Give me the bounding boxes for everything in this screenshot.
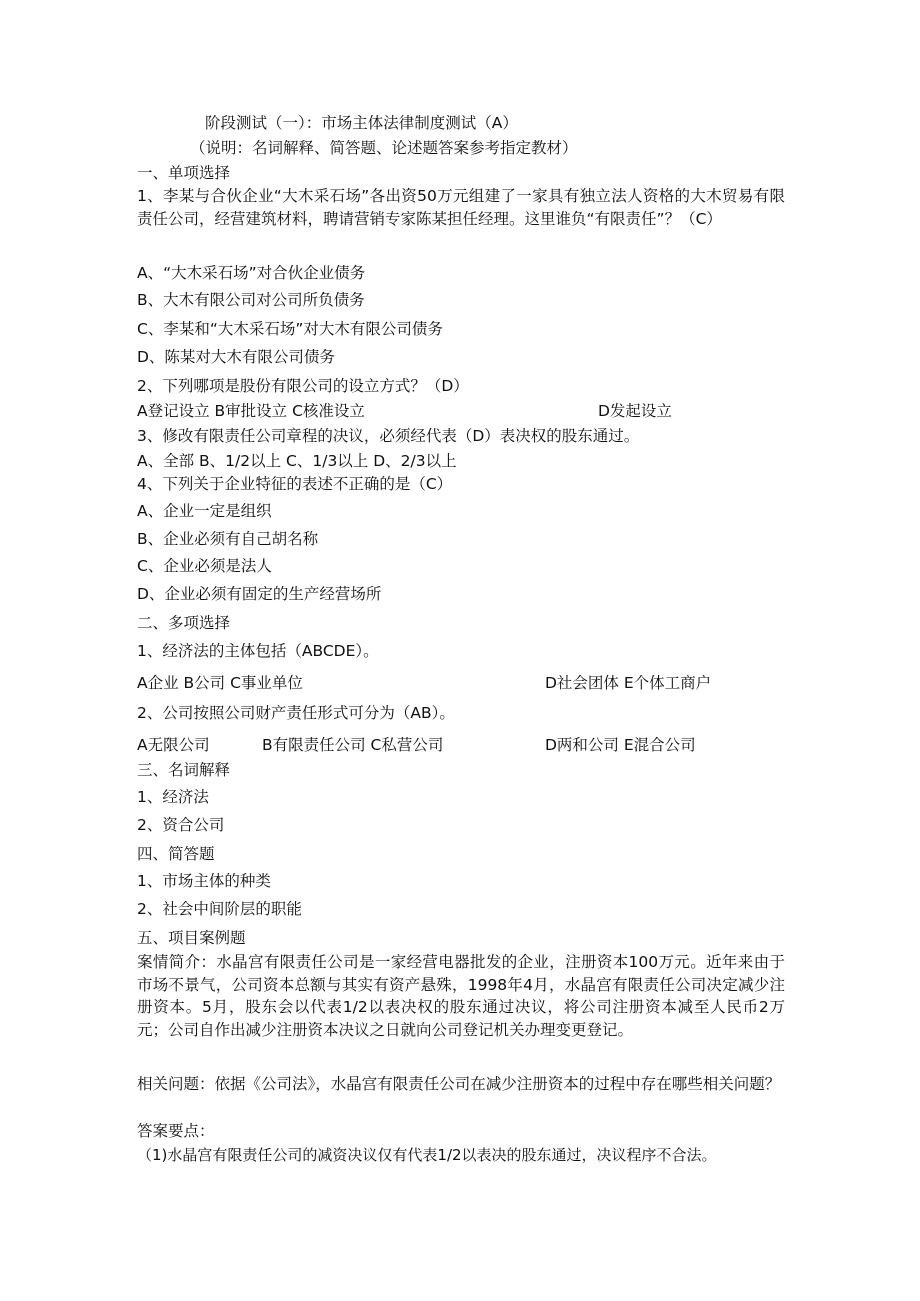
question-2-2: 2、公司按照公司财产责任形式可分为（AB）。 [137,704,455,722]
q2-2-option-b: B有限责任公司 C私营公司 [262,736,444,754]
question-1-4: 4、下列关于企业特征的表述不正确的是（C） [137,475,453,493]
q4-option-c: C、企业必须是法人 [137,557,272,575]
q4-option-d: D、企业必须有固定的生产经营场所 [137,585,382,603]
question-2-1: 1、经济法的主体包括（ABCDE）。 [137,642,379,660]
q2-2-option-d: D两和公司 E混合公司 [545,736,696,754]
q1-option-d: D、陈某对大木有限公司债务 [137,348,335,366]
q2-1-options-right: D社会团体 E个体工商户 [545,674,712,692]
q4-option-b: B、企业必须有自己胡名称 [137,530,319,548]
document-title: 阶段测试（一）：市场主体法律制度测试（A） [205,114,518,132]
answer-point-1: （1)水晶宫有限责任公司的减资决议仅有代表1/2以表决的股东通过，决议程序不合法。 [137,1146,717,1164]
answer-label: 答案要点： [137,1122,215,1140]
q2-1-options-left: A企业 B公司 C事业单位 [137,674,303,692]
short-answer-item-2: 2、社会中间阶层的职能 [137,900,302,918]
case-question: 相关问题：依据《公司法》，水晶宫有限责任公司在减少注册资本的过程中存在哪些相关问题？ [137,1075,781,1093]
section-heading-single-choice: 一、单项选择 [137,164,231,182]
term-item-1: 1、经济法 [137,788,209,806]
term-item-2: 2、资合公司 [137,816,225,834]
q1-option-c: C、李某和“大木采石场”对大木有限公司债务 [137,320,443,338]
case-description: 案情简介：水晶宫有限责任公司是一家经营电器批发的企业，注册资本100万元。近年来由于市场不景气，公司资本总额与其实有资产悬殊，1998年4月，水晶宫有限责任公司决定减少注册资本。5月，股东会以代表1/2以表决权的股东通过决议，将公司注册资本减至人民币2万元；公司自作出减少注册资本决议之日就向公司登记机关办理变更登记。 [137,953,785,1039]
q1-option-a: A、“大木采石场”对合伙企业债务 [137,264,366,282]
q3-options: A、全部 B、1/2以上 C、1/3以上 D、2/3以上 [137,452,457,470]
question-1-3: 3、修改有限责任公司章程的决议，必须经代表（D）表决权的股东通过。 [137,427,640,445]
q2-options-left: A登记设立 B审批设立 C核准设立 [137,402,365,420]
q1-option-b: B、大木有限公司对公司所负债务 [137,291,365,309]
section-heading-case-study: 五、项目案例题 [137,929,246,947]
document-note: （说明：名词解释、简答题、论述题答案参考指定教材） [190,139,578,157]
section-heading-short-answer: 四、简答题 [137,845,215,863]
question-1-1: 1、李某与合伙企业“大木采石场”各出资50万元组建了一家具有独立法人资格的大木贸易有限责任公司，经营建筑材料，聘请营销专家陈某担任经理。这里谁负“有限责任”？（C） [137,187,785,228]
section-heading-terms: 三、名词解释 [137,761,231,779]
question-1-2: 2、下列哪项是股份有限公司的设立方式？（D） [137,377,469,395]
q4-option-a: A、企业一定是组织 [137,502,272,520]
short-answer-item-1: 1、市场主体的种类 [137,872,271,890]
section-heading-multiple-choice: 二、多项选择 [137,614,231,632]
q2-2-option-a: A无限公司 [137,736,210,754]
q2-option-d: D发起设立 [598,402,672,420]
